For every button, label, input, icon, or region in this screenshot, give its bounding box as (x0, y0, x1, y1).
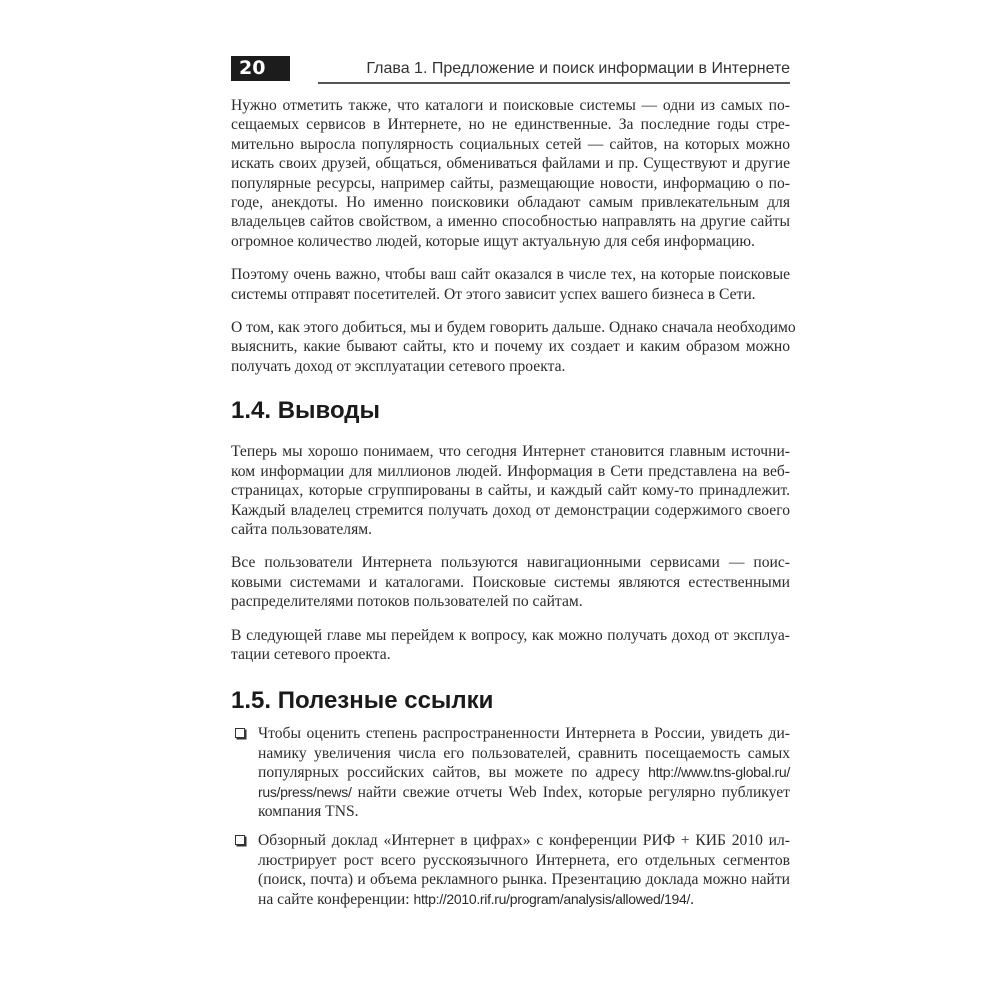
text-line: системы отправят посетителей. От этого зависит успех вашего бизнеса в Сети. (231, 285, 756, 303)
paragraph (231, 626, 790, 665)
text-line (258, 783, 790, 802)
checkbox-bullet-icon (235, 835, 245, 845)
text-line: Поэтому очень важно, чтобы ваш сайт оказался в числе тех, на которые поисковые (231, 266, 790, 284)
text-line: Теперь мы хорошо понимаем, что сегодня Интернет становится главным источни- (231, 443, 790, 461)
text-line: страницах, которые сгруппированы в сайты, и каждый сайт кому-то принадлежит. (231, 482, 790, 500)
paragraph (231, 96, 790, 251)
text-line: В следующей главе мы перейдем к вопросу, как можно получать доход от эксплуа- (231, 626, 790, 644)
text-line: годе, анекдоты. Но именно поисковики обладают самым привлекательным для (231, 194, 790, 212)
text-line (258, 890, 790, 909)
text-line: (поиск, почта) и объема рекламного рынка. Презентацию доклада можно найти (258, 871, 790, 889)
text: популярных российских сайтов, вы можете по адресу (258, 764, 649, 782)
text-line: ком информации для миллионов людей. Информация в Сети представлена на веб- (231, 462, 790, 480)
text-line: получать доход от эксплуатации сетевого проекта. (231, 357, 566, 375)
text-line: сещаемых сервисов в Интернете, но не единственные. За последние годы стре- (231, 116, 790, 134)
page-number: 20 (231, 56, 290, 81)
text-line: люстрирует рост всего русскоязычного Интернета, его отдельных сегментов (258, 851, 790, 869)
text-line: Обзорный доклад «Интернет в цифрах» с конференции РИФ + КИБ 2010 ил- (258, 832, 790, 850)
list-item (231, 831, 790, 909)
text: найти свежие отчеты Web Index, которые регулярно публикует (351, 783, 790, 801)
paragraph (231, 553, 790, 611)
text-line: распределителями потоков пользователей по сайтам. (231, 593, 583, 611)
text-line: ковыми системами и каталогами. Поисковые системы являются естественными (231, 573, 790, 591)
paragraph (231, 318, 796, 376)
text-line: компания TNS. (258, 802, 359, 820)
checkbox-bullet-icon (235, 728, 245, 738)
list-item (231, 724, 790, 821)
header-rule (318, 82, 790, 84)
rif-link[interactable]: http://2010.rif.ru/program/analysis/allowed/194/ (413, 890, 691, 907)
text-line: Каждый владелец стремится получать доход от демонстрации содержимого своего (231, 501, 790, 519)
conclusions-paragraphs (231, 442, 790, 664)
text-line: Чтобы оценить степень распространенности Интернета в России, увидеть ди- (258, 725, 790, 743)
text: на сайте конференции: (258, 890, 414, 908)
text: . (690, 890, 695, 908)
text-line: Все пользователи Интернета пользуются навигационными сервисами — поис- (231, 554, 790, 572)
text-line: намику увеличения числа его пользователей, сравнить посещаемость самых (258, 744, 790, 762)
section-heading-useful-links: 1.5. Полезные ссылки (231, 687, 494, 715)
text-line: тации сетевого проекта. (231, 645, 391, 663)
paragraph (231, 442, 790, 539)
text-line: мительно выросла популярность социальных сетей — сайтов, на которых можно (231, 135, 790, 153)
tns-link-continued[interactable]: rus/press/news/ (258, 783, 352, 800)
paragraph (231, 265, 790, 304)
text-line: владельцев сайтов свойством, а именно способностью направлять на другие сайты (231, 213, 790, 231)
section-heading-conclusions: 1.4. Выводы (231, 397, 381, 425)
text-line: огромное количество людей, которые ищут актуальную для себя информацию. (231, 232, 755, 250)
text-line: выяснить, какие бывают сайты, кто и почему их создает и каким образом можно (231, 338, 790, 356)
text-line: сайта пользователям. (231, 520, 373, 538)
page-body (231, 96, 796, 919)
running-header-chapter-title: Глава 1. Предложение и поиск информации в Интернете (366, 60, 790, 77)
intro-paragraphs (231, 96, 796, 376)
text-line: искать своих друзей, общаться, обмениваться файлами и пр. Существуют и другие (231, 155, 790, 173)
text-line: О том, как этого добиться, мы и будем говорить дальше. Однако сначала необходимо (231, 319, 796, 337)
text-line: популярные ресурсы, например сайты, размещающие новости, информацию о по- (231, 174, 790, 192)
tns-link[interactable]: http://www.tns-global.ru/ (648, 764, 790, 781)
useful-links-list (231, 724, 790, 909)
text-line (258, 763, 790, 782)
text-line: Нужно отметить также, что каталоги и поисковые системы — одни из самых по- (231, 97, 790, 114)
